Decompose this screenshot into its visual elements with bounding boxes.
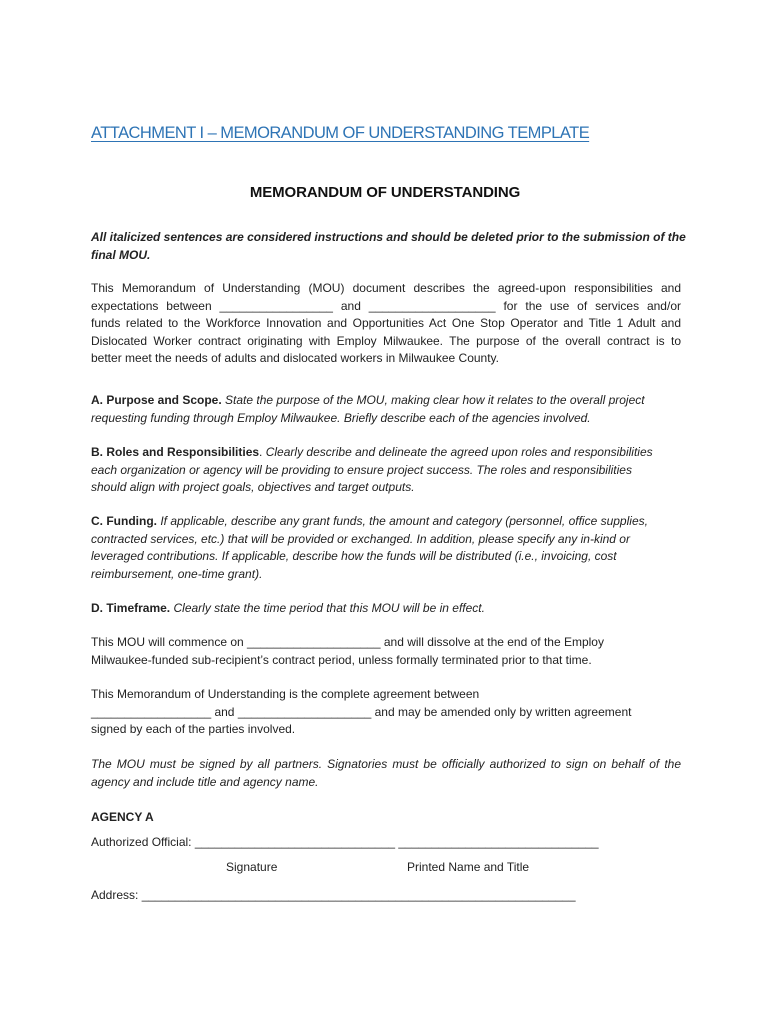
- instruction-note-line: final MOU.: [91, 247, 151, 262]
- signing-note-line: The MOU must be signed by all partners. Signatories must be officially authorized to sign on behalf of the: [91, 757, 681, 771]
- signing-note-line: agency and include title and agency name.: [91, 774, 319, 789]
- section-b-text: Clearly describe and delineate the agreed upon roles and responsibilities: [262, 445, 653, 459]
- section-d-heading: D. Timeframe.: [91, 601, 171, 615]
- section-b-period: .: [259, 445, 263, 459]
- intro-line: This Memorandum of Understanding (MOU) document describes the agreed-upon responsibilities and: [91, 281, 681, 295]
- section-a-text: requesting funding through Employ Milwaukee. Briefly describe each of the agencies involved.: [91, 410, 591, 425]
- instruction-note: [91, 229, 686, 264]
- attachment-title: ATTACHMENT I – MEMORANDUM OF UNDERSTANDING TEMPLATE: [91, 124, 590, 142]
- signature-label: Signature: [226, 860, 278, 874]
- section-c-text: If applicable, describe any grant funds, the amount and category (personnel, office supplies,: [156, 514, 648, 528]
- section-purpose-scope: [91, 392, 681, 427]
- intro-line: Dislocated Worker contract originating with Employ Milwaukee. The purpose of the overall contract is to: [91, 333, 681, 348]
- signing-note: [91, 756, 681, 791]
- intro-paragraph: [91, 280, 681, 368]
- section-a-heading: A. Purpose and Scope.: [91, 393, 222, 407]
- section-timeframe: [91, 600, 681, 618]
- section-b-text: should align with project goals, objectives and target outputs.: [91, 480, 415, 494]
- section-a-text: State the purpose of the MOU, making clear how it relates to the overall project: [221, 393, 645, 407]
- intro-line: better meet the needs of adults and dislocated workers in Milwaukee County.: [91, 351, 499, 365]
- printed-name-title-label: Printed Name and Title: [407, 860, 530, 874]
- intro-line: funds related to the Workforce Innovation and Opportunities Act One Stop Operator and Title 1 Adult and: [91, 316, 681, 330]
- section-b-heading: B. Roles and Responsibilities: [91, 445, 260, 459]
- section-c-text: reimbursement, one-time grant).: [91, 566, 263, 581]
- section-c-text: contracted services, etc.) that will be provided or exchanged. In addition, please specify any in-kind or: [91, 531, 630, 546]
- agreement-line: __________________ and ____________________ and may be amended only by written agreement: [91, 704, 632, 719]
- section-roles-responsibilities: [91, 444, 681, 497]
- instruction-note-line: All italicized sentences are considered instructions and should be deleted prior to the submission of the: [91, 230, 686, 244]
- section-c-text: leveraged contributions. If applicable, describe how the funds will be distributed (i.e., invoicing, cost: [91, 549, 617, 563]
- section-funding: [91, 513, 681, 583]
- section-c-heading: C. Funding.: [91, 514, 157, 528]
- main-title: MEMORANDUM OF UNDERSTANDING: [249, 184, 521, 201]
- agreement-line: signed by each of the parties involved.: [91, 722, 296, 736]
- authorized-official-line: Authorized Official: ______________________________ ______________________________: [91, 835, 599, 849]
- agency-a-heading: AGENCY A: [91, 810, 154, 824]
- agreement-line: This Memorandum of Understanding is the complete agreement between: [91, 687, 480, 701]
- section-b-text: each organization or agency will be providing to ensure project success. The roles and responsibilities: [91, 462, 632, 477]
- commence-line: This MOU will commence on ____________________ and will dissolve at the end of the Employ: [91, 635, 604, 649]
- address-line: Address: _________________________________________________________________: [91, 888, 576, 902]
- section-d-text: Clearly state the time period that this MOU will be in effect.: [170, 601, 485, 615]
- commence-paragraph: [91, 634, 681, 669]
- intro-line: expectations between _________________ and ___________________ for the use of services and/or: [91, 298, 681, 313]
- agreement-paragraph: [91, 686, 681, 739]
- commence-line: Milwaukee-funded sub-recipient’s contract period, unless formally terminated prior to that time.: [91, 652, 592, 667]
